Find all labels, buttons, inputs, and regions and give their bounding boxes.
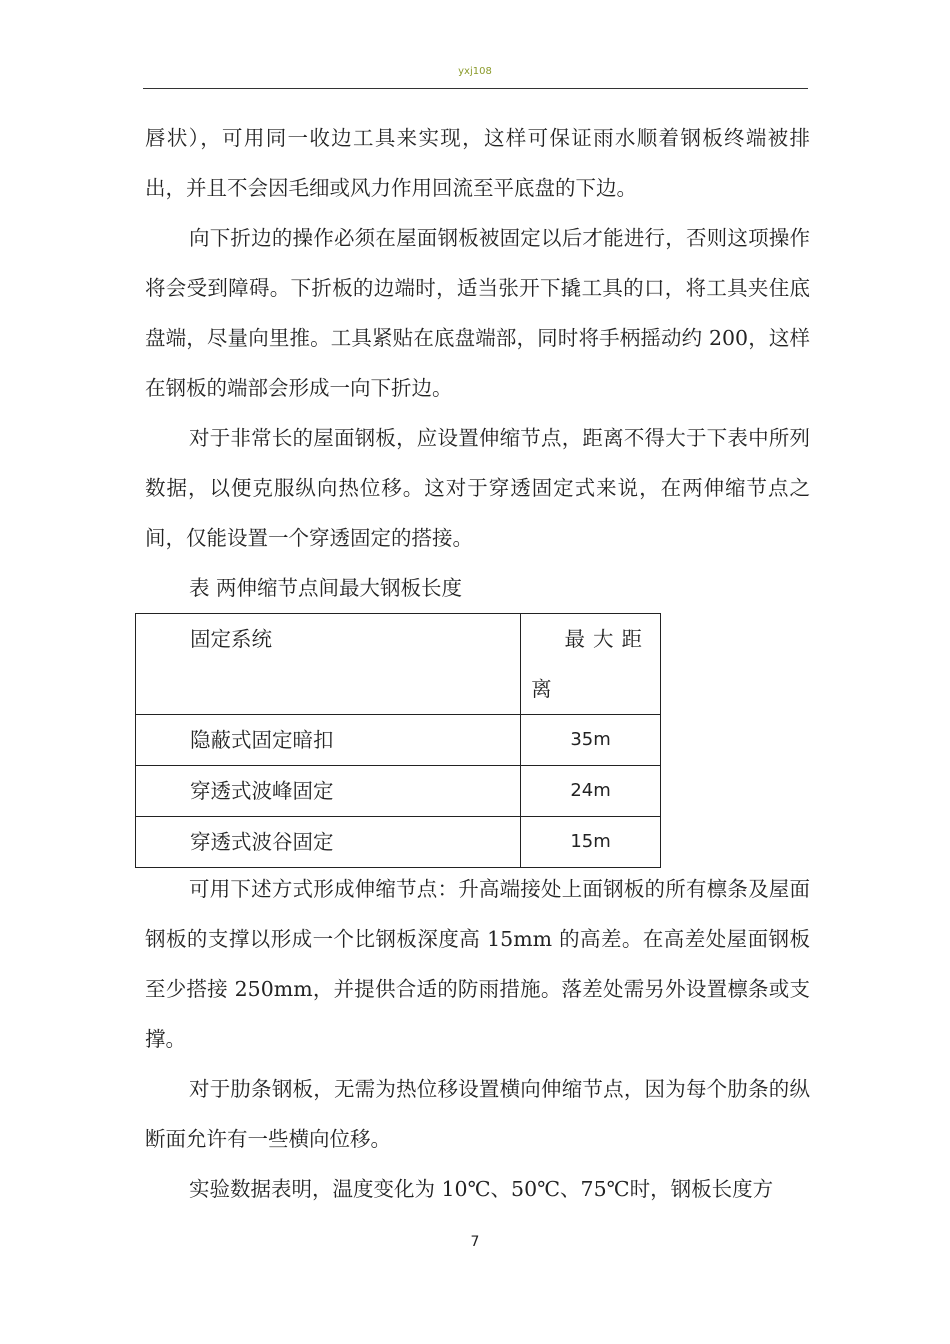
table-cell-system: 穿透式波峰固定 xyxy=(136,766,521,817)
paragraph-1: 唇状），可用同一收边工具来实现，这样可保证雨水顺着钢板终端被排出，并且不会因毛细或风力作用回流至平底盘的下边。 xyxy=(145,126,810,200)
header-rule xyxy=(143,88,808,89)
paragraph-2: 向下折边的操作必须在屋面钢板被固定以后才能进行，否则这项操作将会受到障碍。下折板的边端时，适当张开下撬工具的口，将工具夹住底盘端，尽量向里推。工具紧贴在底盘端部，同时将手柄摇动约 200，这样在钢板的端部会形成一向下折边。 xyxy=(145,226,810,400)
table-header-distance-line2: 离 xyxy=(531,677,552,701)
table-cell-distance: 15m xyxy=(521,817,661,868)
table-header-system: 固定系统 xyxy=(136,614,521,715)
table-row xyxy=(136,766,661,817)
table-cell-distance: 35m xyxy=(521,715,661,766)
table-row xyxy=(136,817,661,868)
table-cell-system: 隐蔽式固定暗扣 xyxy=(136,715,521,766)
paragraph-3: 对于非常长的屋面钢板，应设置伸缩节点，距离不得大于下表中所列数据，以便克服纵向热位移。这对于穿透固定式来说，在两伸缩节点之间，仅能设置一个穿透固定的搭接。 xyxy=(145,426,810,550)
paragraph-4: 可用下述方式形成伸缩节点：升高端接处上面钢板的所有檩条及屋面钢板的支撑以形成一个比钢板深度高 15mm 的高差。在高差处屋面钢板至少搭接 250mm，并提供合适的防雨措施。落差处需另外设置檩条或支撑。 xyxy=(145,877,810,1051)
page-header: yxj108 xyxy=(458,66,492,77)
table-cell-distance: 24m xyxy=(521,766,661,817)
table-header-distance-line1: 最大距 xyxy=(564,627,650,651)
table-cell-system: 穿透式波谷固定 xyxy=(136,817,521,868)
expansion-joint-table xyxy=(135,613,661,868)
paragraph-6: 实验数据表明，温度变化为 10℃、50℃、75℃时，钢板长度方 xyxy=(189,1177,774,1201)
table-row xyxy=(136,715,661,766)
table-header-row xyxy=(136,614,661,715)
table-header-distance xyxy=(521,614,661,715)
table-caption: 表 两伸缩节点间最大钢板长度 xyxy=(189,576,463,600)
paragraph-5: 对于肋条钢板，无需为热位移设置横向伸缩节点，因为每个肋条的纵断面允许有一些横向位移。 xyxy=(145,1077,810,1151)
page-number: 7 xyxy=(470,1234,480,1250)
